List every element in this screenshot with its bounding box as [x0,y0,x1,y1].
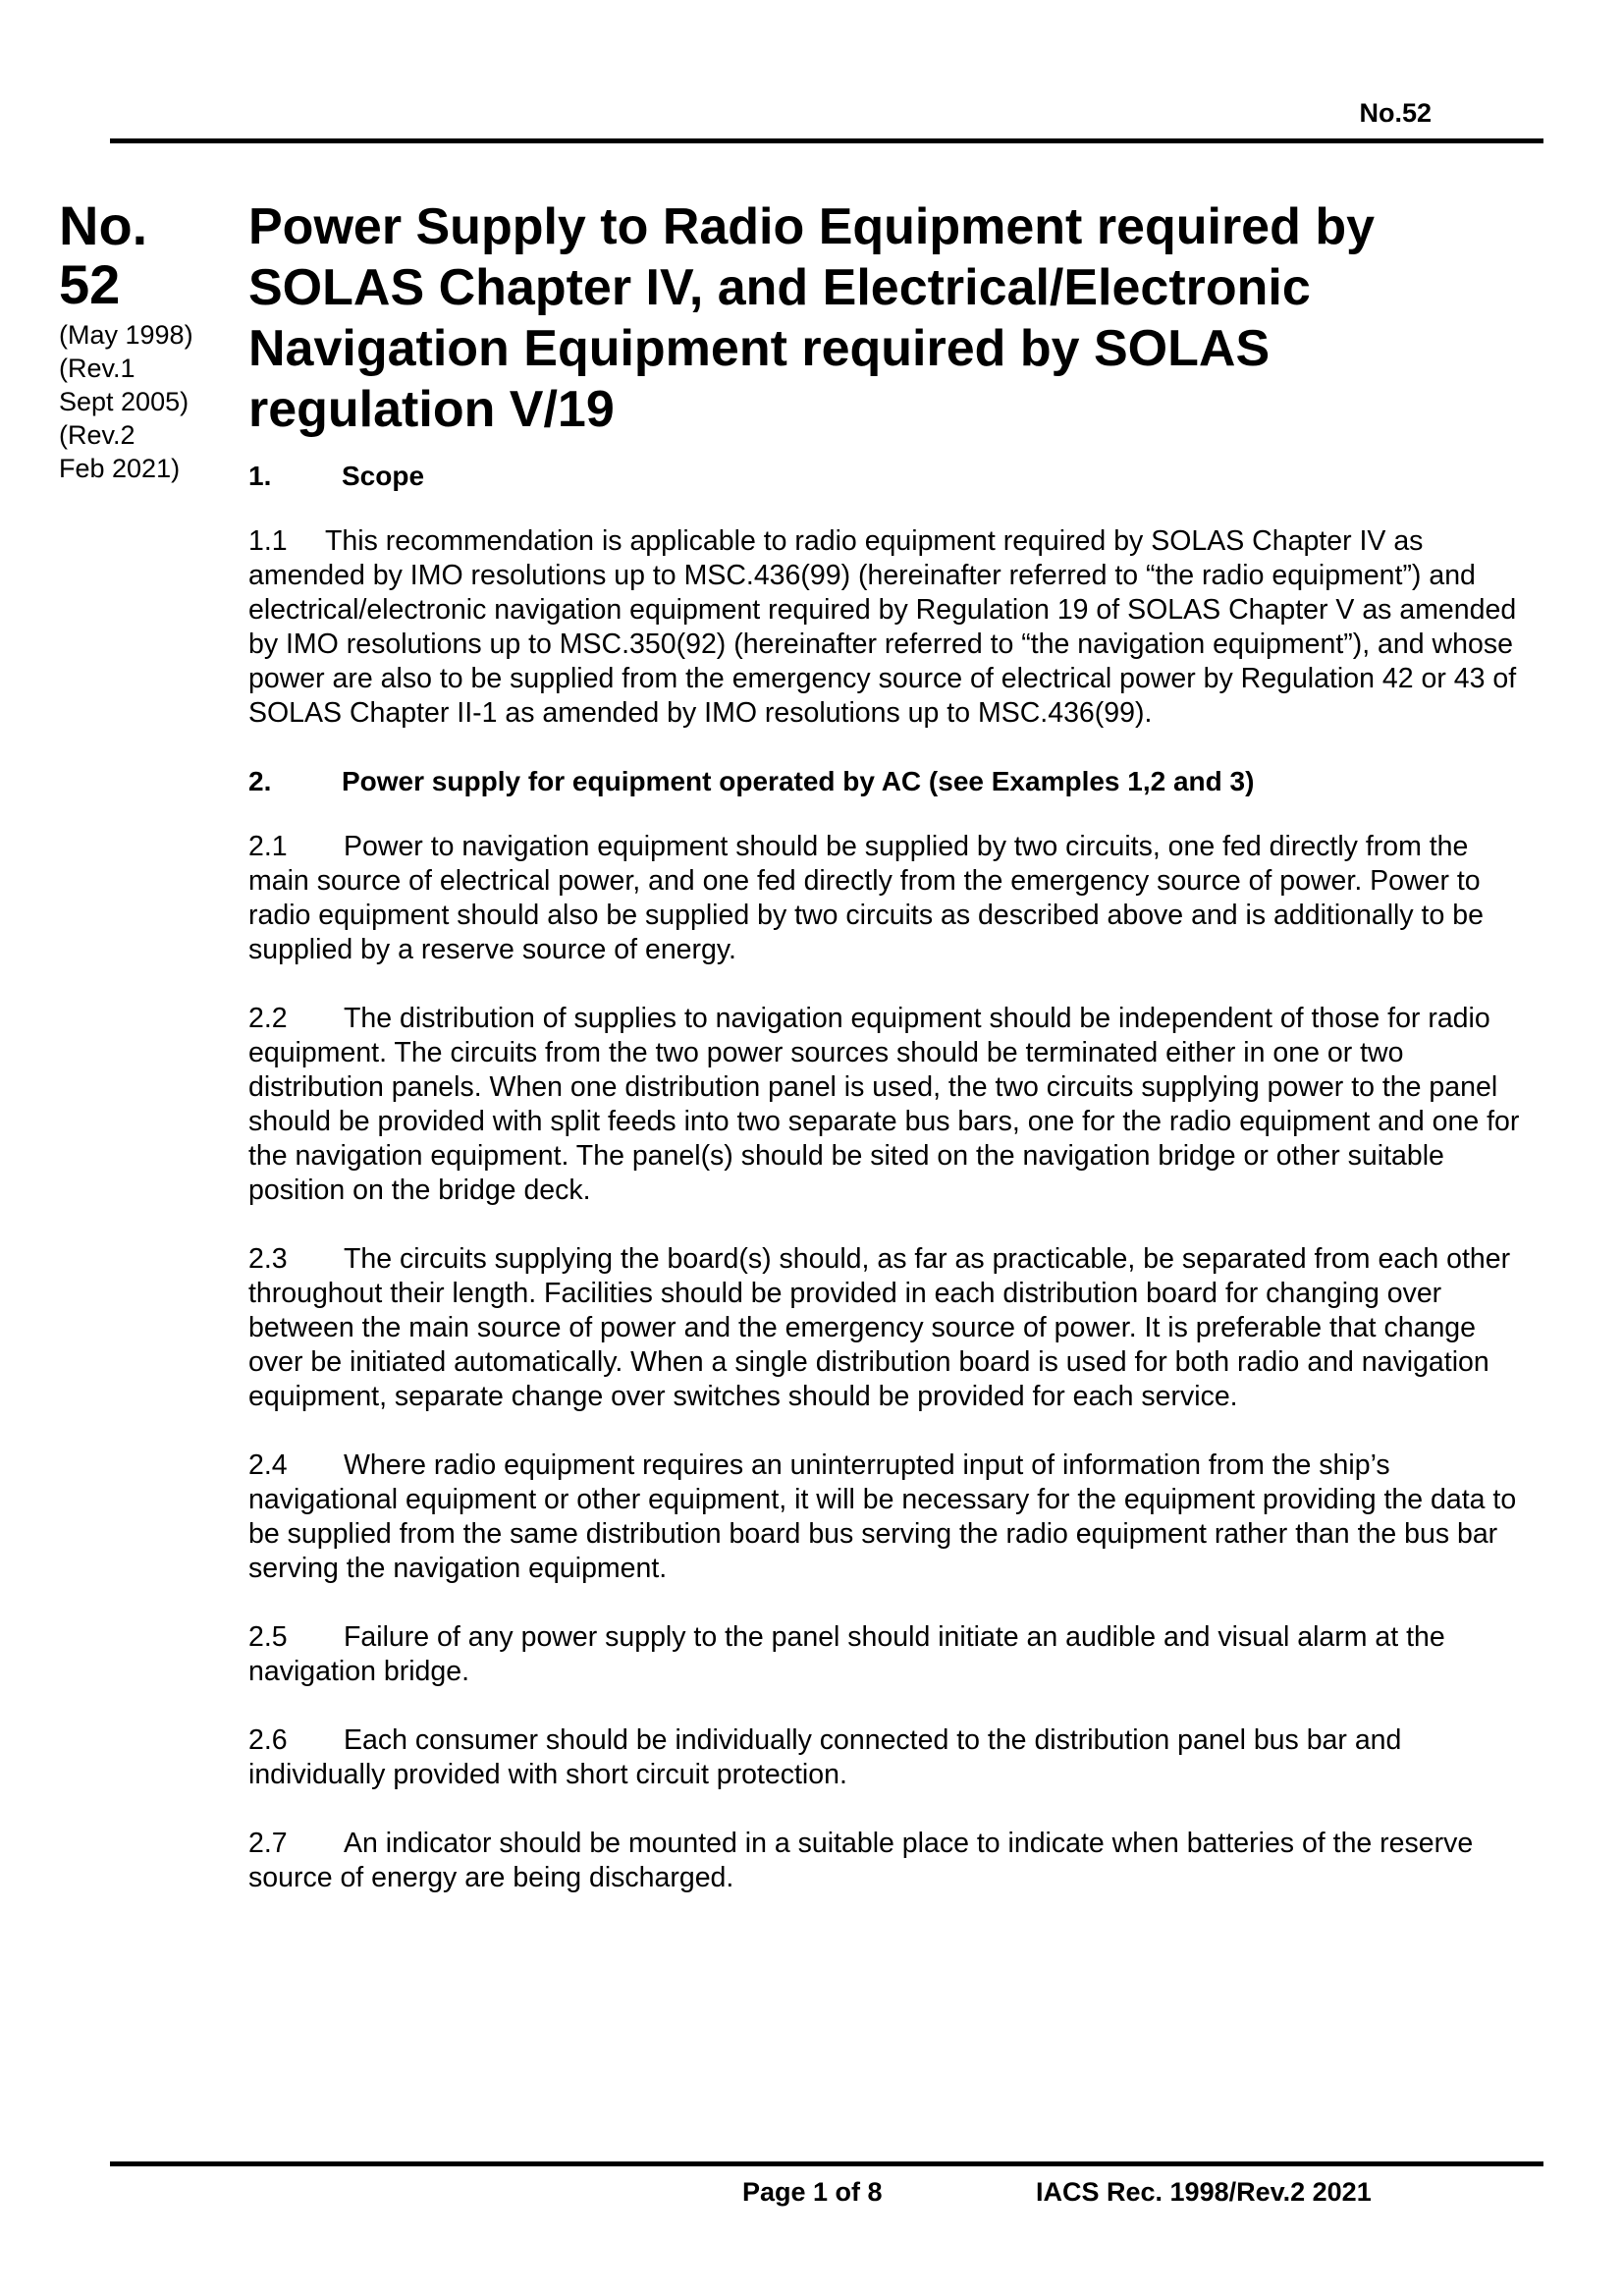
paragraph-2-4 [248,1449,1525,1586]
sidebar-number: 52 [59,253,121,315]
section-heading-scope [248,460,1525,493]
paragraph-text: The circuits supplying the board(s) should, as far as practicable, be separated from each other throughout their length. Facilities should be provided in each distribution board for changing over between the main source of power and the emergency source of power. It is preferable that change over be initiated automatically. When a single distribution board is used for both radio and navigation equipment, separate change over switches should be provided for each service. [248,1243,1511,1412]
document-body [248,196,1525,1930]
document-title: Power Supply to Radio Equipment required by SOLAS Chapter IV, and Electrical/Electronic Navigation Equipment required by SOLAS regulation V/19 [248,198,1375,438]
section-number: 1. [248,461,272,491]
paragraph-2-5 [248,1620,1525,1689]
paragraph-text: Failure of any power supply to the panel should initiate an audible and visual alarm at the navigation bridge. [248,1621,1445,1687]
revision-history-line: Sept 2005) [59,387,189,416]
section-heading-ac-power [248,765,1525,798]
footer-rule [110,2161,1543,2166]
paragraph-number: 2.7 [248,1828,288,1859]
footer-page-number: Page 1 of 8 [742,2177,883,2207]
paragraph-number: 2.4 [248,1449,288,1481]
paragraph-text: This recommendation is applicable to radio equipment required by SOLAS Chapter IV as amended by IMO resolutions up to MSC.436(99) (hereinafter referred to “the radio equipment”) and electrical/electronic navigation equipment required by Regulation 19 of SOLAS Chapter V as amended by IMO resolutions up to MSC.350(92) (hereinafter referred to “the navigation equipment”), and whose power are also to be supplied from the emergency source of electrical power by Regulation 42 or 43 of SOLAS Chapter II-1 as amended by IMO resolutions up to MSC.436(99). [248,525,1517,729]
paragraph-text: Power to navigation equipment should be supplied by two circuits, one fed directly from the main source of electrical power, and one fed directly from the emergency source of power. Power to radio equipment should also be supplied by two circuits as described above and is additionally to be supplied by a reserve source of energy. [248,831,1484,965]
paragraph-2-3 [248,1242,1525,1414]
paragraph-text: Where radio equipment requires an uninterrupted input of information from the ship’s navigational equipment or other equipment, it will be necessary for the equipment providing the data to be supplied from the same distribution board bus serving the radio equipment rather than the bus bar serving the navigation equipment. [248,1449,1517,1584]
header-document-number: No.52 [1359,98,1432,128]
section-number: 2. [248,766,272,796]
header-rule [110,138,1543,143]
paragraph-number: 2.5 [248,1621,288,1653]
paragraph-number: 2.3 [248,1243,288,1275]
paragraph-text: An indicator should be mounted in a suitable place to indicate when batteries of the reserve source of energy are being discharged. [248,1828,1474,1893]
revision-history-line: (May 1998) [59,320,193,350]
paragraph-number: 2.1 [248,831,288,862]
section-title: Scope [342,461,425,491]
revision-history-line: (Rev.1 [59,354,135,383]
sidebar-no-label: No. [59,194,148,256]
paragraph-text: Each consumer should be individually connected to the distribution panel bus bar and individually provided with short circuit protection. [248,1724,1402,1790]
paragraph-2-2 [248,1002,1525,1208]
paragraph-2-7 [248,1827,1525,1895]
paragraph-number: 1.1 [248,525,288,557]
paragraph-2-6 [248,1723,1525,1792]
paragraph-number: 2.2 [248,1003,288,1034]
paragraph-text: The distribution of supplies to navigation equipment should be independent of those for radio equipment. The circuits from the two power sources should be terminated either in one or two distribution panels. When one distribution panel is used, the two circuits supplying power to the panel should be provided with split feeds into two separate bus bars, one for the radio equipment and one for the navigation equipment. The panel(s) should be sited on the navigation bridge or other suitable position on the bridge deck. [248,1003,1520,1206]
section-title: Power supply for equipment operated by AC (see Examples 1,2 and 3) [342,766,1255,796]
revision-history-line: (Rev.2 [59,420,135,450]
paragraph-number: 2.6 [248,1724,288,1756]
paragraph-2-1 [248,830,1525,967]
sidebar-document-info [59,196,221,485]
footer-document-reference: IACS Rec. 1998/Rev.2 2021 [1036,2177,1372,2207]
paragraph-1-1 [248,524,1525,731]
revision-history [59,318,221,485]
revision-history-line: Feb 2021) [59,454,181,483]
